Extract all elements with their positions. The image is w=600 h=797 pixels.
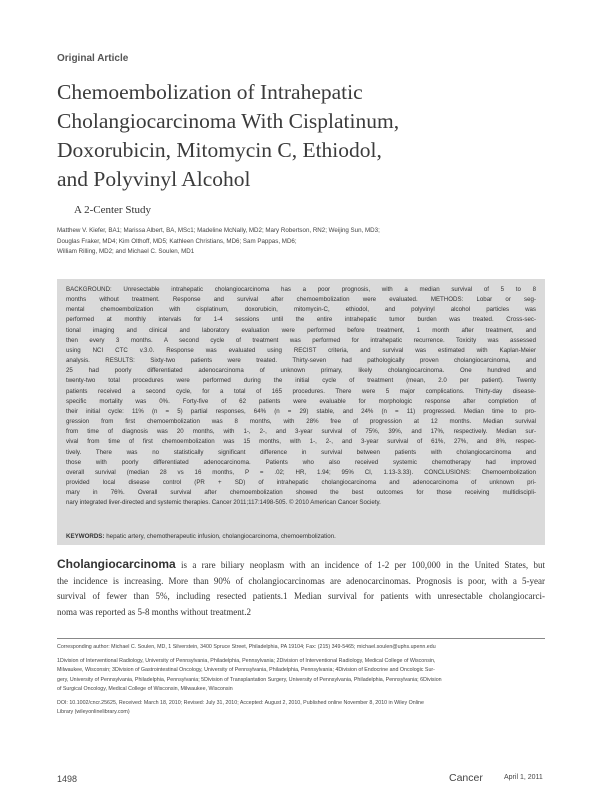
body-line-rest: is a rare biliary neoplasm with an incidence of 1-2 per 100,000 in the United States, but — [175, 560, 545, 570]
body-line: noma was reported as 5-8 months without treatment.2 — [57, 606, 251, 617]
doi-line: DOI: 10.1002/cncr.25625, Received: March 18, 2010; Revised: July 31, 2010; Accepted: August 2, 2010, Published online November 8, 2010 in Wiley Online — [57, 699, 424, 706]
affiliation-line: 1Division of Interventional Radiology, University of Pennsylvania, Philadelphia, Pennsylvania; 2Division of Interventional Radiology, Medical College of Wisconsin, — [57, 657, 436, 664]
body-text — [57, 557, 545, 620]
body-line: the incidence is increasing. More than 90% of cholangiocarcinomas are adenocarcinomas. Prognosis is poor, with a 5-year — [57, 575, 545, 586]
article-type-label: Original Article — [57, 53, 129, 64]
abstract-line: tional imaging and clinical and laboratory evaluation were performed before treatment, 1 month after treatment, and — [66, 326, 536, 334]
affiliation-line: gery, University of Pennsylvania, Philadelphia, Pennsylvania; 5Division of Transplantation Surgery, University of Pennsylvania, Philadelphia, Pennsylvania; 6Division — [57, 676, 442, 683]
abstract-line: mental chemoembolization with cisplatinum, doxorubicin, mitomycin-C, ethiodol, and polyvinyl alcohol particles was — [66, 306, 536, 314]
author-line: Matthew V. Kiefer, BA1; Marissa Albert, BA, MSc1; Madeline McNally, MD2; Mary Robertson, RN2; Weijing Sun, MD3; — [57, 227, 380, 234]
abstract-line: their initial cycle: 11% (n = 5) partial responses, 64% (n = 29) stable, and 24% (n = 11) progressed. Median time to pro- — [66, 407, 536, 415]
author-line: Douglas Fraker, MD4; Kim Olthoff, MD5; Kathleen Christians, MD6; Sam Pappas, MD6; — [57, 237, 297, 245]
keywords — [66, 533, 336, 540]
abstract-line: analysis. RESULTS: Sixty-two patients were treated. Thirty-seven had pathologically proven cholangiocarcinoma, and — [66, 357, 536, 365]
abstract-line: provided local disease control (PR + SD) of intrahepatic cholangiocarcinoma and adenocarcinoma of unknown pri- — [66, 478, 536, 486]
keywords-text: hepatic artery, chemotherapeutic infusion, cholangiocarcinoma, chemoembolization. — [106, 533, 336, 540]
abstract-line: from time of diagnosis was 20 months, with 1-, 2-, and 3-year survival of 75%, 39%, and 17%, respectively. Median sur- — [66, 428, 536, 436]
lead-word: Cholangiocarcinoma — [57, 557, 176, 571]
abstract-line: overall survival (median 28 vs 16 months, P = .02; HR, 1.94; 95% CI, 1.13-3.33). CONCLUSIONS: Chemoembolization — [66, 468, 536, 476]
abstract-line: gression from first chemoembolization was 8 months, with 28% free of progression at 12 months. Median survival — [66, 418, 536, 426]
abstract-text — [66, 285, 536, 508]
abstract-box — [57, 279, 545, 545]
article-title — [57, 78, 477, 194]
abstract-line: then every 3 months. A second cycle of treatment was performed for intrahepatic recurrence. Toxicity was assessed — [66, 336, 536, 344]
author-list — [57, 226, 517, 258]
abstract-line: BACKGROUND: Unresectable intrahepatic cholangiocarcinoma has a poor prognosis, with a median survival of 5 to 8 — [66, 286, 536, 293]
abstract-line: mary in 76%. Overall survival after chemoembolization showed the best outcomes for those receiving multidiscipli- — [66, 489, 536, 497]
footnotes — [57, 643, 545, 718]
abstract-line: months without treatment. Response and survival after chemoembolization were evaluated. METHODS: Lobar or seg- — [66, 296, 536, 304]
keywords-label: KEYWORDS: — [66, 533, 105, 540]
journal-date: April 1, 2011 — [504, 774, 543, 781]
abstract-line: nary integrated liver-directed and systemic therapies. Cancer 2011;117:1498-505. © 2010 American Cancer Society. — [66, 499, 381, 507]
doi-line: Library (wileyonlinelibrary.com) — [57, 709, 130, 715]
title-line: Doxorubicin, Mitomycin C, Ethiodol, — [57, 138, 382, 162]
journal-name: Cancer — [449, 772, 483, 784]
title-line: and Polyvinyl Alcohol — [57, 167, 251, 191]
abstract-line: those with poorly differentiated adenocarcinoma. Patients who also received systemic chemotherapy had improved — [66, 458, 536, 466]
title-line: Cholangiocarcinoma With Cisplatinum, — [57, 109, 400, 133]
abstract-line: performed at monthly intervals for 1-4 sessions until the entire intrahepatic tumor burden was treated. Cross-sec- — [66, 316, 536, 324]
body-line — [57, 557, 545, 574]
abstract-line: using NCI CTC v.3.0. Response was evaluated using RECIST criteria, and survival was estimated with Kaplan-Meier — [66, 346, 536, 354]
abstract-line: 25 had poorly differentiated adenocarcinoma of unknown primary, likely cholangiocarcinoma. One hundred and — [66, 367, 536, 375]
article-subtitle: A 2-Center Study — [74, 204, 151, 216]
abstract-line: tively. There was no statistically significant difference in survival between patients with cholangiocarcinoma and — [66, 448, 536, 456]
author-line: William Rilling, MD2; and Michael C. Soulen, MD1 — [57, 248, 195, 255]
footnote-divider — [57, 638, 545, 639]
title-line: Chemoembolization of Intrahepatic — [57, 80, 363, 104]
body-line: survival of fewer than 5%, including resected patients.1 Median survival for patients with unresectable cholangiocarci- — [57, 591, 545, 601]
affiliation-line: Milwaukee, Wisconsin; 3Division of Gastrointestinal Oncology, University of Pennsylvania, Philadelphia, Pennsylvania; 4Division of Endocrine and Oncologic Sur- — [57, 667, 435, 673]
abstract-line: patients received a second cycle, for a total of 165 procedures. There were 5 major complications. Thirty-day disease- — [66, 387, 536, 395]
corresponding-author: Corresponding author: Michael C. Soulen, MD, 1 Silverstein, 3400 Spruce Street, Philadelphia, PA 19104; Fax: (215) 349-5465; michael.soulen@uphs.upenn.edu — [57, 644, 436, 650]
abstract-line: specific mortality was 0%. Forty-five of 62 patients were evaluable for morphologic response after completion of — [66, 397, 536, 405]
abstract-line: twenty-two total procedures were performed during the initial cycle of treatment (mean, 2.0 per patient). Twenty — [66, 377, 536, 385]
affiliation-line: of Surgical Oncology, Medical College of Wisconsin, Milwaukee, Wisconsin — [57, 686, 233, 692]
abstract-line: vival from time of first chemoembolization was 15 months, with 1-, 2-, and 3-year survival of 61%, 27%, and 8%, respec- — [66, 438, 536, 446]
page-number: 1498 — [57, 774, 78, 784]
